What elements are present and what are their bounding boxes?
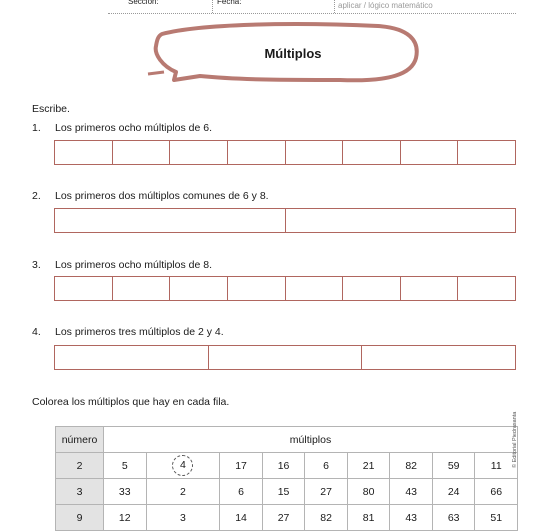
multiple-cell[interactable]: 82	[390, 453, 433, 479]
answer-cell[interactable]	[343, 141, 401, 164]
answer-cell[interactable]	[209, 346, 363, 369]
exercise-1-number: 1.	[32, 122, 41, 134]
multiple-cell[interactable]: 15	[262, 479, 305, 505]
exercise-3-number: 3.	[32, 259, 41, 271]
seccion-label: Sección:	[128, 0, 159, 6]
multiple-cell[interactable]: 16	[262, 453, 305, 479]
multiple-cell[interactable]: 43	[390, 479, 433, 505]
multiple-cell[interactable]: 6	[305, 453, 348, 479]
exercise-2-text: Los primeros dos múltiplos comunes de 6 y 8.	[55, 190, 269, 202]
multiple-cell[interactable]: 27	[305, 479, 348, 505]
answer-cell[interactable]	[401, 277, 459, 300]
multiple-cell[interactable]: 59	[432, 453, 475, 479]
multiple-cell[interactable]: 12	[104, 505, 147, 531]
header-bar	[108, 0, 516, 14]
answer-cell[interactable]	[113, 277, 171, 300]
side-credit: © Editorial Piedrasanta	[512, 411, 518, 468]
answer-cell[interactable]	[113, 141, 171, 164]
answer-cell[interactable]	[286, 209, 516, 232]
multiple-cell[interactable]	[146, 453, 220, 479]
color-instruction: Colorea los múltiplos que hay en cada fila.	[32, 396, 230, 408]
multiple-cell[interactable]: 27	[262, 505, 305, 531]
competencia-text: aplicar / lógico matemático	[338, 1, 433, 10]
answer-cell[interactable]	[458, 277, 515, 300]
multiple-cell[interactable]: 81	[347, 505, 390, 531]
answer-boxes-2[interactable]	[54, 208, 516, 233]
exercise-4-text: Los primeros tres múltiplos de 2 y 4.	[55, 326, 224, 338]
answer-cell[interactable]	[286, 141, 344, 164]
exercise-3-text: Los primeros ocho múltiplos de 8.	[55, 259, 212, 271]
row-number: 3	[56, 479, 104, 505]
answer-cell[interactable]	[362, 346, 515, 369]
multiple-cell[interactable]: 11	[475, 453, 518, 479]
header-multiples: múltiplos	[104, 427, 518, 453]
multiple-cell[interactable]: 33	[104, 479, 147, 505]
multiple-cell[interactable]: 80	[347, 479, 390, 505]
header-number: número	[56, 427, 104, 453]
answer-cell[interactable]	[228, 277, 286, 300]
page-title: Múltiplos	[264, 46, 322, 61]
multiple-cell[interactable]: 66	[475, 479, 518, 505]
answer-boxes-1[interactable]	[54, 140, 516, 165]
multiple-cell[interactable]: 51	[475, 505, 518, 531]
multiple-cell[interactable]: 3	[146, 505, 220, 531]
answer-cell[interactable]	[170, 277, 228, 300]
answer-cell[interactable]	[401, 141, 459, 164]
answer-cell[interactable]	[55, 141, 113, 164]
multiple-cell[interactable]: 6	[220, 479, 263, 505]
row-number: 2	[56, 453, 104, 479]
multiples-table	[55, 426, 518, 531]
answer-cell[interactable]	[55, 346, 209, 369]
answer-boxes-3[interactable]	[54, 276, 516, 301]
exercise-1-text: Los primeros ocho múltiplos de 6.	[55, 122, 212, 134]
circled-multiple: 4	[172, 455, 193, 476]
multiple-cell[interactable]: 5	[104, 453, 147, 479]
multiple-cell[interactable]: 63	[432, 505, 475, 531]
multiple-cell[interactable]: 82	[305, 505, 348, 531]
answer-cell[interactable]	[286, 277, 344, 300]
answer-cell[interactable]	[55, 277, 113, 300]
answer-cell[interactable]	[170, 141, 228, 164]
header-divider	[212, 0, 213, 13]
row-number: 9	[56, 505, 104, 531]
multiple-cell[interactable]: 14	[220, 505, 263, 531]
multiple-cell[interactable]: 43	[390, 505, 433, 531]
multiple-cell[interactable]: 21	[347, 453, 390, 479]
header-divider	[334, 0, 335, 13]
fecha-label: Fecha:	[217, 0, 242, 6]
table-row	[56, 453, 518, 479]
answer-cell[interactable]	[343, 277, 401, 300]
exercise-2-number: 2.	[32, 190, 41, 202]
multiple-cell[interactable]: 2	[146, 479, 220, 505]
multiple-cell[interactable]: 24	[432, 479, 475, 505]
answer-cell[interactable]	[458, 141, 515, 164]
table-header-row	[56, 427, 518, 453]
table-row	[56, 479, 518, 505]
answer-cell[interactable]	[228, 141, 286, 164]
exercise-4-number: 4.	[32, 326, 41, 338]
multiple-cell[interactable]: 17	[220, 453, 263, 479]
answer-boxes-4[interactable]	[54, 345, 516, 370]
answer-cell[interactable]	[55, 209, 286, 232]
instruction: Escribe.	[32, 103, 70, 115]
